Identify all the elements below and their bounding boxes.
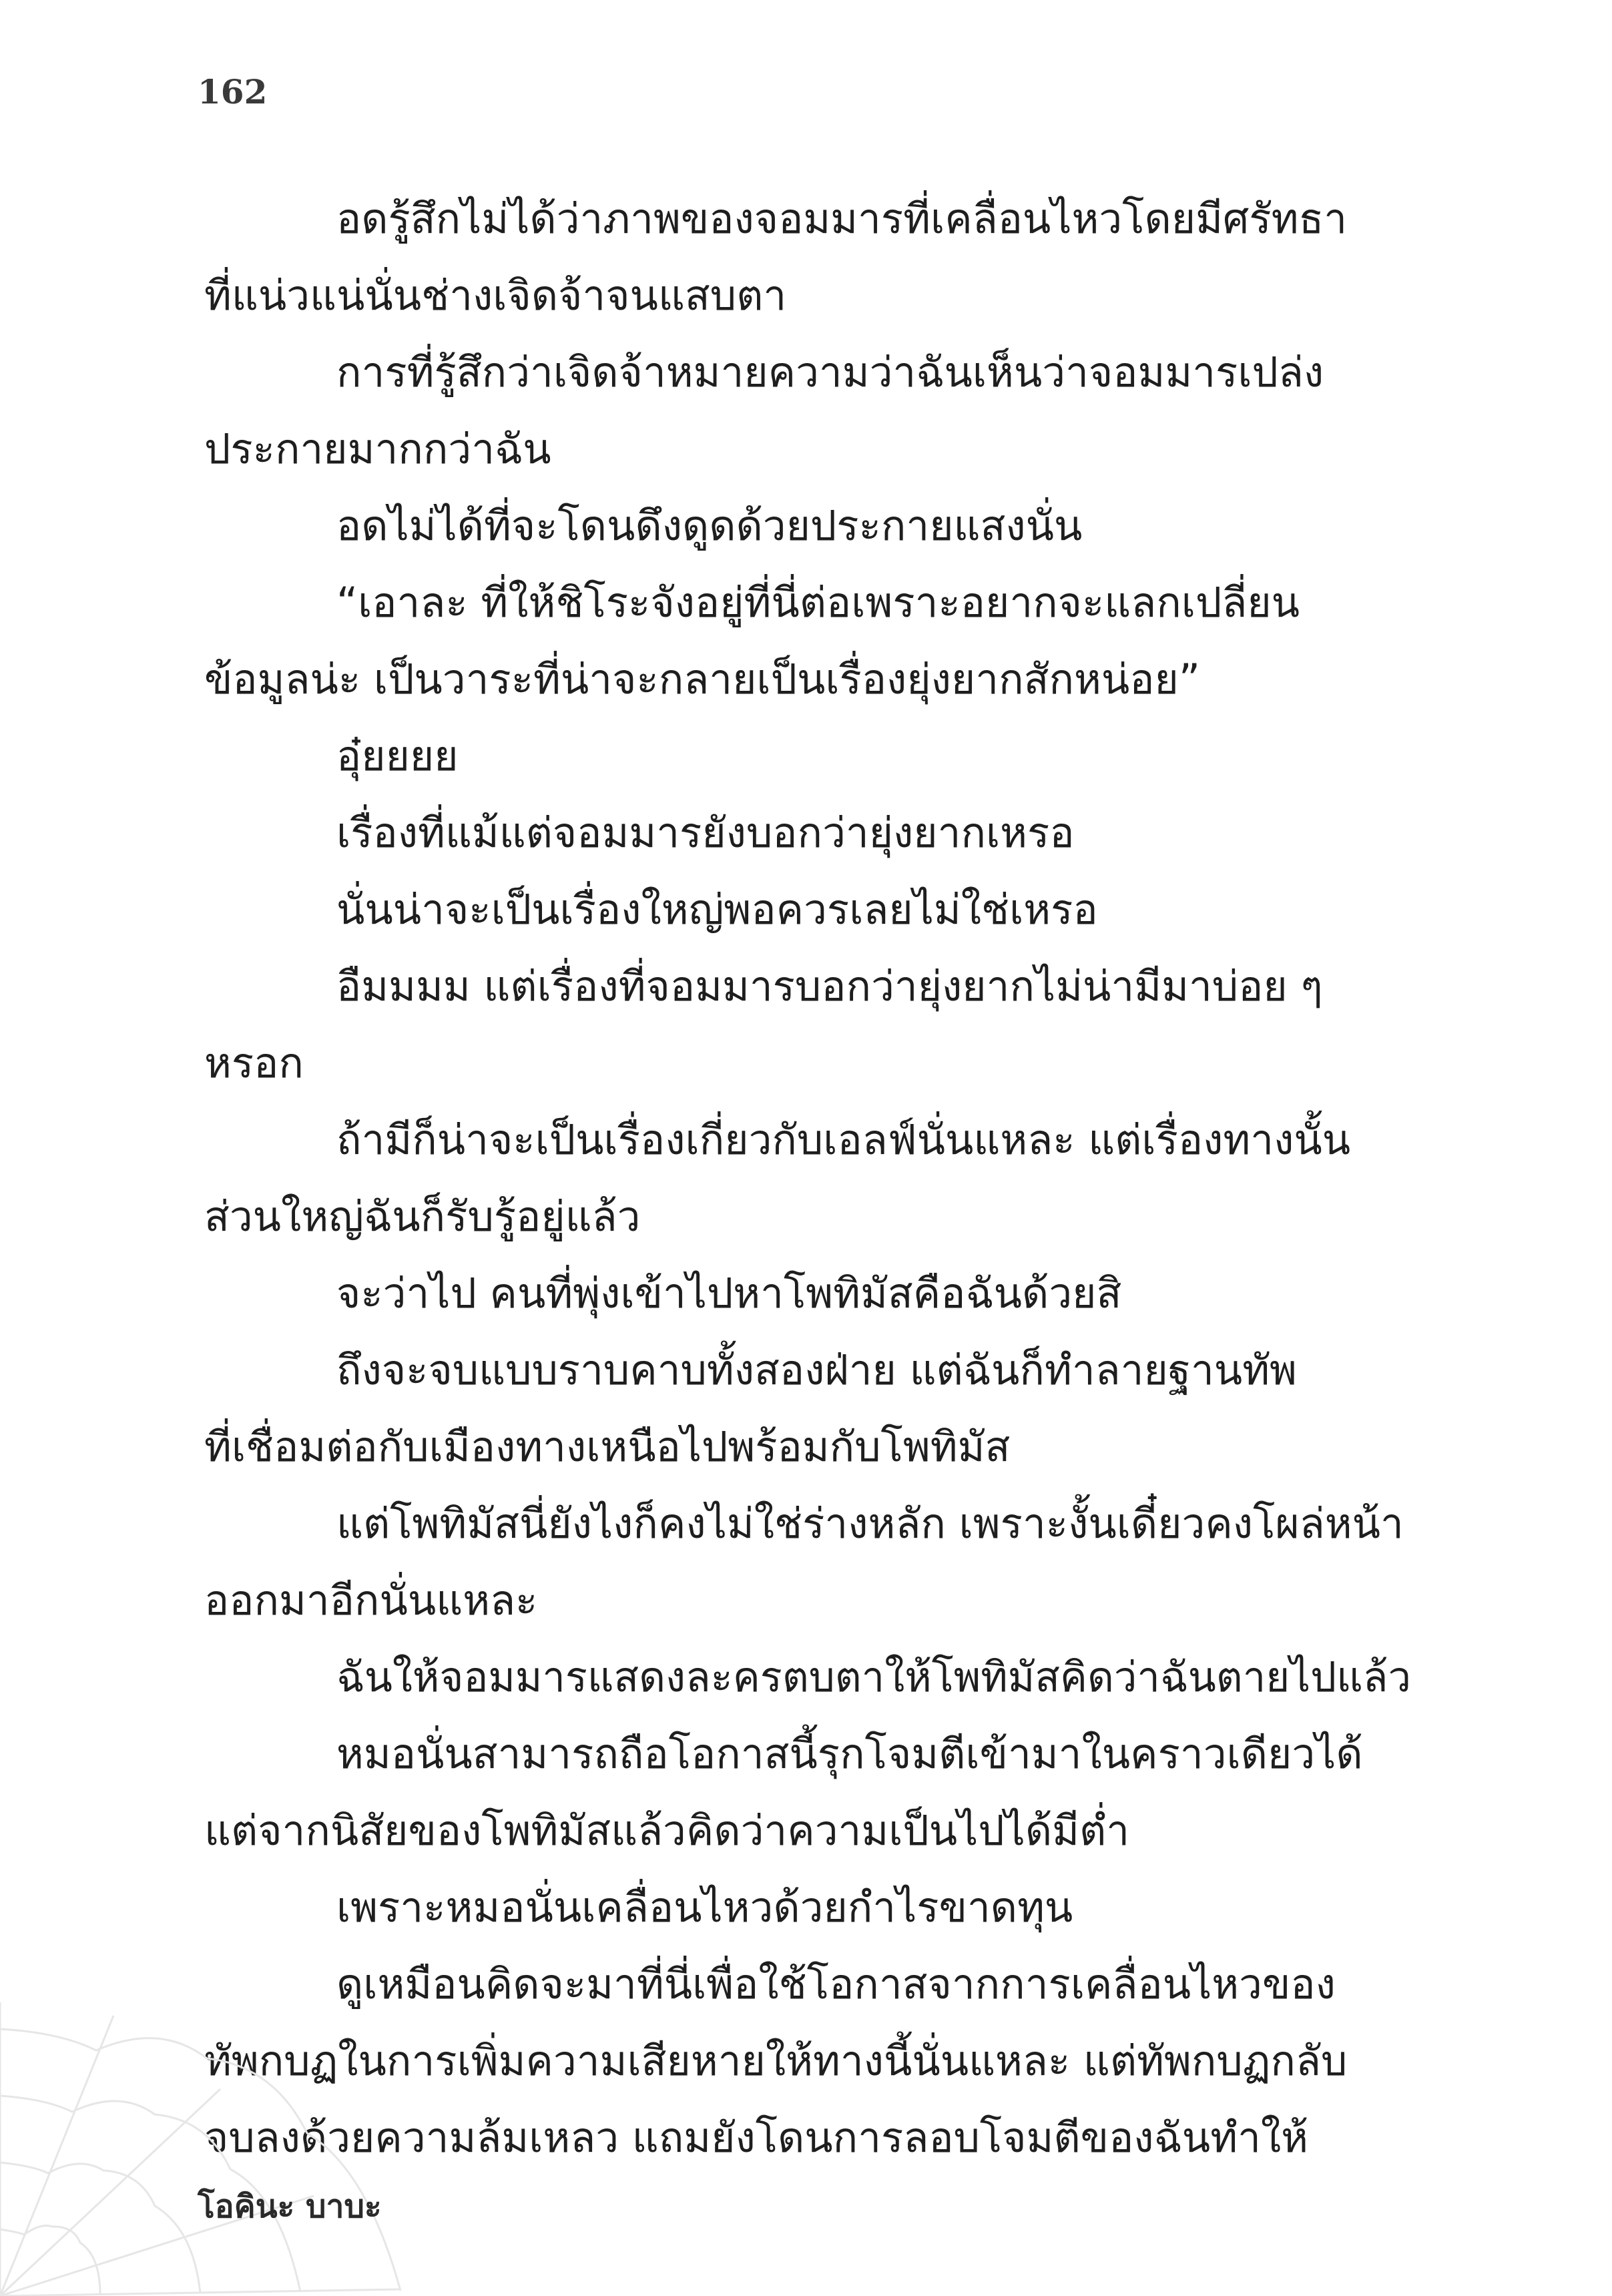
text-line: แต่โพทิมัสนี่ยังไงก็คงไม่ใช่ร่างหลัก เพราะงั้นเดี๋ยวคงโผล่หน้า <box>336 1499 1404 1548</box>
text-line: จะว่าไป คนที่พุ่งเข้าไปหาโพทิมัสคือฉันด้วยสิ <box>336 1269 1122 1318</box>
text-line: ประกายมากกว่าฉัน <box>204 424 551 473</box>
footer-series-title: โอคินะ บาบะ <box>198 2188 382 2225</box>
text-line: จบลงด้วยความล้มเหลว แถมยังโดนการลอบโจมตีของฉันทำให้ <box>204 2113 1309 2162</box>
body-text <box>204 180 1411 2176</box>
text-line: แต่จากนิสัยของโพทิมัสแล้วคิดว่าความเป็นไปได้มีต่ำ <box>204 1806 1130 1855</box>
text-line: อดไม่ได้ที่จะโดนดึงดูดด้วยประกายแสงนั่น <box>336 501 1083 550</box>
text-line: ที่แน่วแน่นั่นช่างเจิดจ้าจนแสบตา <box>204 271 787 320</box>
text-line: ถึงจะจบแบบราบคาบทั้งสองฝ่าย แต่ฉันก็ทำลายฐานทัพ <box>336 1346 1297 1394</box>
text-line: ส่วนใหญ่ฉันก็รับรู้อยู่แล้ว <box>204 1192 641 1241</box>
text-line: ออกมาอีกนั่นแหละ <box>204 1576 538 1625</box>
text-line: ที่เชื่อมต่อกับเมืองทางเหนือไปพร้อมกับโพทิมัส <box>204 1422 1011 1471</box>
page-number: 162 <box>198 72 268 111</box>
text-line: ข้อมูลน่ะ เป็นวาระที่น่าจะกลายเป็นเรื่องยุ่งยากสักหน่อย” <box>204 655 1200 703</box>
text-line: ทัพกบฏในการเพิ่มความเสียหายให้ทางนี้นั่นแหละ แต่ทัพกบฏกลับ <box>204 2036 1348 2085</box>
text-line: อืมมมม แต่เรื่องที่จอมมารบอกว่ายุ่งยากไม่น่ามีมาบ่อย ๆ <box>336 962 1323 1011</box>
text-line: เรื่องที่แม้แต่จอมมารยังบอกว่ายุ่งยากเหรอ <box>336 808 1075 857</box>
text-line: หรอก <box>204 1039 304 1087</box>
text-line: ถ้ามีก็น่าจะเป็นเรื่องเกี่ยวกับเอลฟ์นั่นแหละ แต่เรื่องทางนั้น <box>336 1115 1351 1164</box>
text-line: นั่นน่าจะเป็นเรื่องใหญ่พอควรเลยไม่ใช่เหรอ <box>336 885 1098 934</box>
text-line: หมอนั่นสามารถถือโอกาสนี้รุกโจมตีเข้ามาในคราวเดียวได้ <box>336 1729 1363 1778</box>
text-line: เพราะหมอนั่นเคลื่อนไหวด้วยกำไรขาดทุน <box>336 1883 1073 1932</box>
text-line: “เอาละ ที่ให้ชิโระจังอยู่ที่นี่ต่อเพราะอยากจะแลกเปลี่ยน <box>336 578 1300 627</box>
text-line: อุ๋ยยยย <box>336 732 459 780</box>
text-line: ฉันให้จอมมารแสดงละครตบตาให้โพทิมัสคิดว่าฉันตายไปแล้ว <box>336 1653 1411 1701</box>
text-line: การที่รู้สึกว่าเจิดจ้าหมายความว่าฉันเห็นว่าจอมมารเปล่ง <box>336 348 1324 396</box>
text-line: ดูเหมือนคิดจะมาที่นี่เพื่อใช้โอกาสจากการเคลื่อนไหวของ <box>336 1960 1336 2008</box>
spider-web-icon <box>0 1976 427 2296</box>
text-line: อดรู้สึกไม่ได้ว่าภาพของจอมมารที่เคลื่อนไหวโดยมีศรัทธา <box>336 194 1348 243</box>
